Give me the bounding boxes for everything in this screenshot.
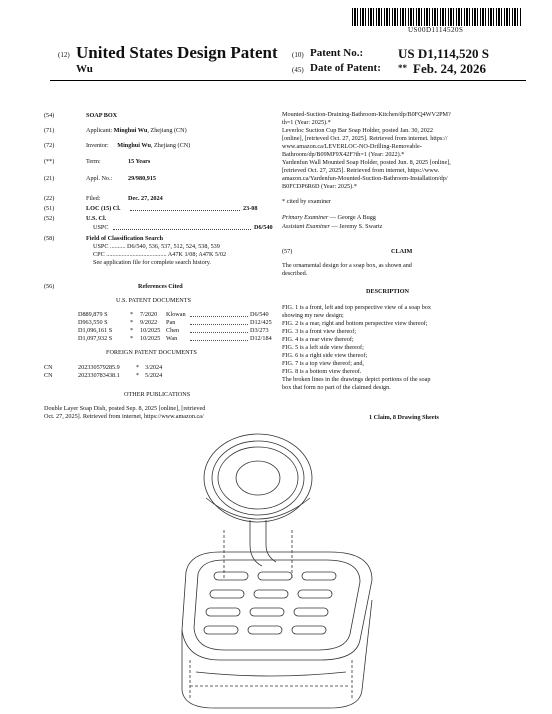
foreign-doc-star: * [136,364,140,371]
f21-num: (21) [44,175,55,182]
publication-line: [retrieved Oct. 27, 2025]. Retrieved from internet, https://www. [282,167,440,174]
foreign-doc-cc: CN [44,364,53,371]
header-inventor: Wu [76,63,93,75]
us-doc-star: * [130,319,134,326]
field-search-label: Field of Classification Search [86,235,164,242]
uspc-label: USPC [93,224,109,231]
publication-line: Leverloc Suction Cup Bar Soap Holder, posted Jan. 30, 2022 [282,127,433,134]
claim-line-1: The ornamental design for a soap box, as shown and [282,262,412,269]
description-line: FIG. 1 is a front, left and top perspective view of a soap box [282,304,431,311]
f54-num: (54) [44,112,55,119]
loc-value: 23-08 [243,205,258,212]
publication-line: B0FCDP6R6D (Year: 2025).* [282,183,357,190]
us-doc-star: * [130,311,134,318]
description-line: FIG. 6 is a right side view thereof; [282,352,368,359]
us-doc-class: D3/273 [250,327,269,334]
header-num12: (12) [58,51,70,59]
field-search-uspc: USPC .......... D6/540, 536, 537, 512, 524, 538, 539 [93,243,220,250]
foreign-doc-number: 202330783438.1 [78,372,120,379]
us-doc-number: D889,879 S [78,311,108,318]
assistant-examiner: Assistant Examiner — Jeremy S. Swartz [282,223,383,230]
description-line: FIG. 7 is a top view thereof; and, [282,360,364,367]
description-line: FIG. 5 is a left side view thereof; [282,344,364,351]
primary-examiner: Primary Examiner — George A Bugg [282,214,376,221]
term-num: (**) [44,158,55,165]
barcode-number: US00D1114520S [408,26,464,34]
us-doc-name: Pan [166,319,176,326]
appl-no-label: Appl. No.: [86,175,113,182]
publication-line: Bathroom/dp/B09MF9X42F?th=1 (Year: 2022).* [282,151,405,158]
us-doc-class: D12/425 [250,319,272,326]
us-doc-number: D963,550 S [78,319,108,326]
us-doc-star: * [130,327,134,334]
foreign-doc-cc: CN [44,372,53,379]
other-pub-line-2: Oct. 27, 2025]. Retrieved from internet, https://www.amazon.ca/ [44,413,204,420]
description-line: The broken lines in the drawings depict portions of the soap [282,376,431,383]
drain-slots [204,572,336,634]
us-doc-date: 10/2025 [140,335,161,342]
header-num45: (45) [292,66,304,74]
patent-number: US D1,114,520 S [398,46,490,61]
f51-num: (51) [44,205,55,212]
foreign-doc-star: * [136,372,140,379]
uspc-value: D6/540 [254,224,273,231]
us-doc-date: 10/2025 [140,327,161,334]
us-docs-heading: U.S. PATENT DOCUMENTS [116,297,191,304]
field-search-note: See application file for complete search history. [93,259,211,266]
us-doc-number: D1,097,932 S [78,335,113,342]
description-line: box that form no part of the claimed design. [282,384,391,391]
filed-value: Dec. 27, 2024 [128,195,163,202]
claim-line-2: described. [282,270,308,277]
design-title: SOAP BOX [86,112,118,119]
us-doc-star: * [130,335,134,342]
foreign-doc-date: 5/2024 [145,372,163,379]
date-stars: ** [398,63,407,73]
foreign-doc-date: 3/2024 [145,364,163,371]
appl-no-value: 29/980,915 [128,175,157,182]
f22-num: (22) [44,195,55,202]
foreign-heading: FOREIGN PATENT DOCUMENTS [106,349,197,356]
refs-heading: References Cited [138,283,183,290]
description-line: FIG. 4 is a rear view thereof; [282,336,354,343]
other-pub-line-1: Double Layer Soap Dish, posted Sep. 8, 2025 [online], [retrieved [44,405,206,412]
term-label: Term: [86,158,101,165]
claim-heading: CLAIM [391,248,413,255]
us-doc-number: D1,096,161 S [78,327,113,334]
patent-title: United States Design Patent [76,43,278,62]
loc-label: LOC (15) Cl. [86,205,121,212]
us-doc-class: D6/540 [250,311,269,318]
other-pubs-heading: OTHER PUBLICATIONS [124,391,191,398]
us-doc-date: 9/2022 [140,319,158,326]
description-heading: DESCRIPTION [366,288,409,295]
f58-num: (58) [44,235,55,242]
sheets-summary: 1 Claim, 8 Drawing Sheets [369,414,439,421]
description-line: FIG. 2 is a rear, right and bottom perspective view thereof; [282,320,428,327]
description-line: FIG. 8 is a bottom view thereof. [282,368,362,375]
us-doc-date: 7/2020 [140,311,158,318]
us-doc-class: D12/184 [250,335,272,342]
f71-num: (71) [44,127,55,134]
publication-line: www.amazon.ca/LEVERLOC-NO-Drilling-Removable- [282,143,422,150]
publication-line: [online], [retrieved Oct. 27, 2025]. Retrieved from internet. https:// [282,135,448,142]
us-doc-name: Chen [166,327,180,334]
term-value: 15 Years [128,158,151,165]
date-label: Date of Patent: [310,62,381,74]
publication-line: amazon.ca/Yardenfun-Mounted-Suction-Bathroom-Installation/dp/ [282,175,448,182]
field-search-cpc: CPC ....................................... A47K 1/08; A47K 5/02 [93,251,227,258]
f72-num: (72) [44,142,55,149]
us-doc-name: Wan [166,335,178,342]
f56-num: (56) [44,283,55,290]
publication-line: Yardenfun Wall Mounted Soap Holder, posted Jun. 8, 2025 [online], [282,159,451,166]
description-line: showing my new design; [282,312,344,319]
patent-no-label: Patent No.: [310,47,364,59]
header-num10: (10) [292,51,304,59]
patent-date: Feb. 24, 2026 [413,61,486,76]
description-line: FIG. 3 is a front view thereof; [282,328,357,335]
inventor-field: Inventor: Minghui Wu, Zhejiang (CN) [86,142,191,149]
f52-num: (52) [44,215,55,222]
claim-num: (57) [282,248,293,255]
us-doc-name: Klowan [166,311,186,318]
cited-note: * cited by examiner [282,198,331,205]
publication-line: Mounted-Suction-Draining-Bathroom-Kitchen/dp/B0FQ4WV2PM? [282,111,451,118]
filed-label: Filed: [86,195,101,202]
foreign-doc-number: 202330579285.9 [78,364,120,371]
applicant-field: Applicant: Minghui Wu, Zhejiang (CN) [86,127,187,134]
publication-line: th=1 (Year: 2025).* [282,119,331,126]
uscl-label: U.S. Cl. [86,215,107,222]
